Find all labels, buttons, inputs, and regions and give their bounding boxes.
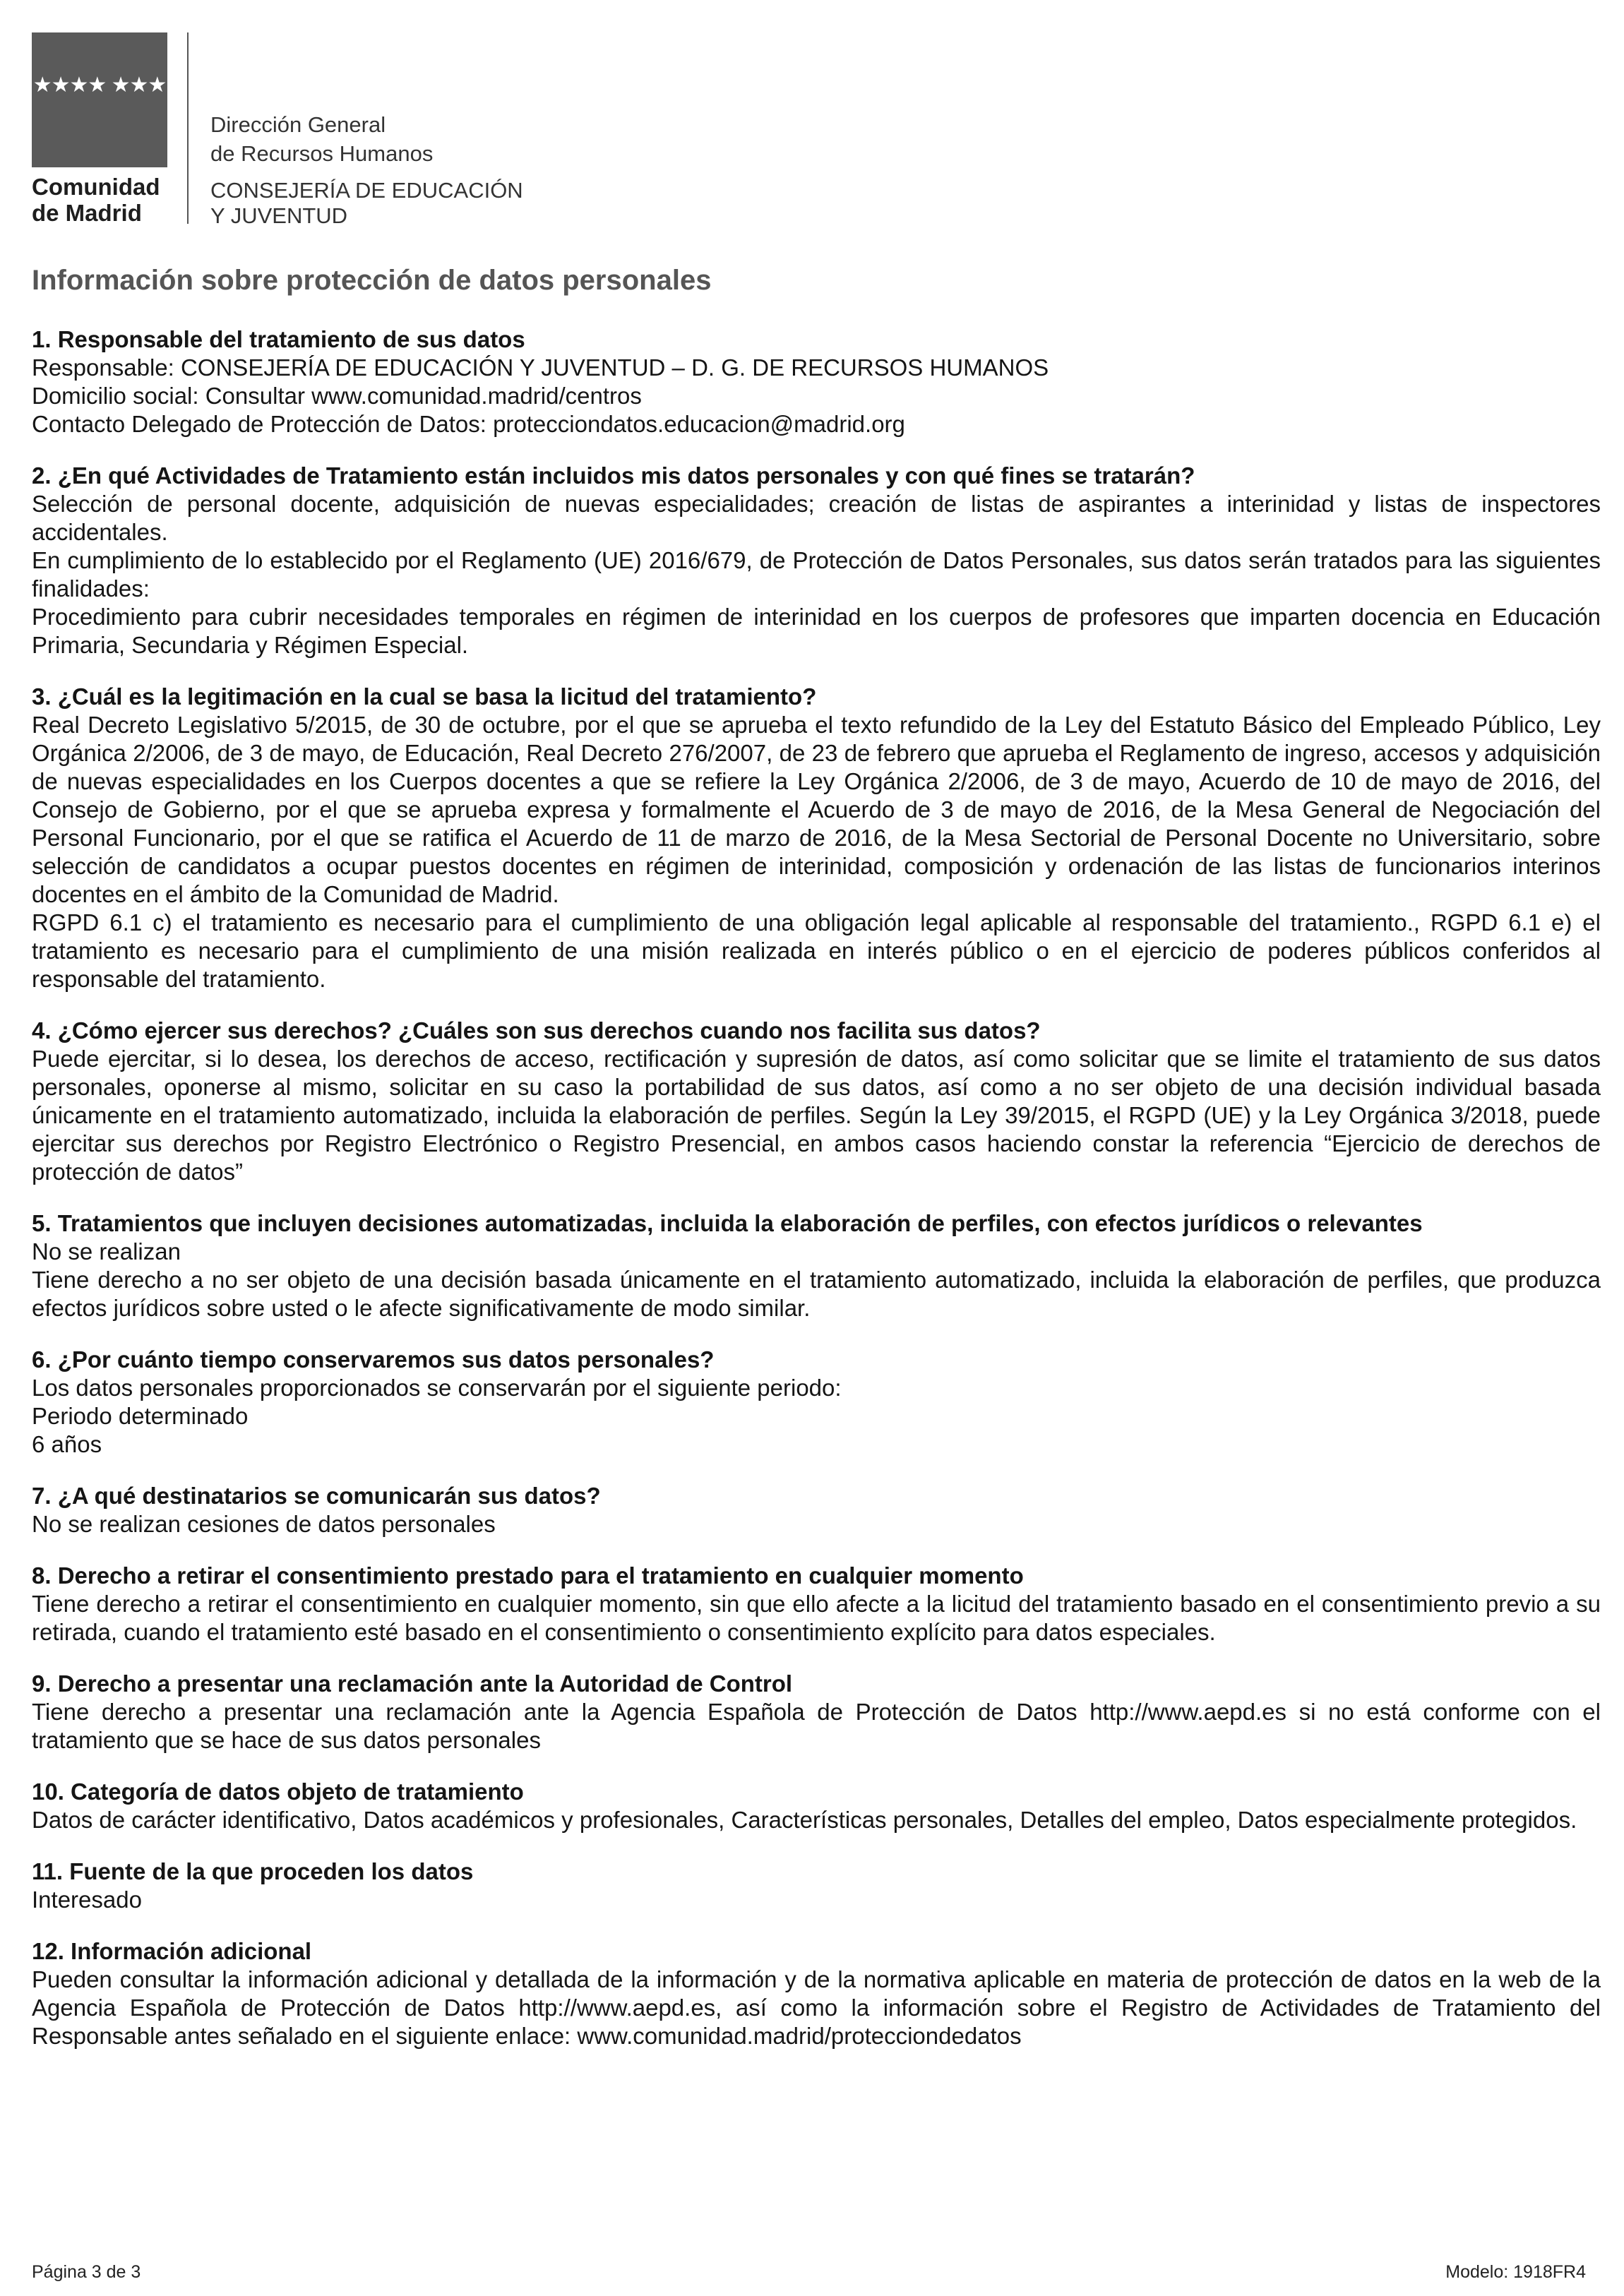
section-paragraph: RGPD 6.1 c) el tratamiento es necesario para el cumplimiento de una obligación legal aplicable al responsable del tratamiento., RGPD 6.1 e) el tratamiento es necesario para el cumplimiento de una misión realizada en interés público o en el ejercicio de poderes públicos conferidos al responsable del tratamiento. (32, 909, 1601, 992)
section-1 (32, 325, 1601, 438)
page-number: Página 3 de 3 (32, 2262, 141, 2282)
logo-name-line1: Comunidad (32, 174, 160, 200)
section-paragraph: En cumplimiento de lo establecido por el Reglamento (UE) 2016/679, de Protección de Datos Personales, sus datos serán tratados para las siguientes finalidades: (32, 547, 1601, 602)
section-paragraph: Real Decreto Legislativo 5/2015, de 30 de octubre, por el que se aprueba el texto refundido de la Ley del Estatuto Básico del Empleado Público, Ley Orgánica 2/2006, de 3 de mayo, de Educación, Real Decreto 276/2007, de 23 de febrero que aprueba el Reglamento de ingreso, accesos y adquisición de nuevas especialidades en los Cuerpos docentes a que se refiere la Ley Orgánica 2/2006, de 3 de mayo, Acuerdo de 10 de mayo de 2016, del Consejo de Gobierno, por el que se aprueba expresa y formalmente el Acuerdo de 3 de mayo de 2016, de la Mesa General de Negociación del Personal Funcionario, por el que se ratifica el Acuerdo de 11 de marzo de 2016, de la Mesa Sectorial de Personal Docente no Universitario, sobre selección de candidatos a ocupar puestos docentes en régimen de interinidad, composición y ordenación de las listas de funcionarios interinos docentes en el ámbito de la Comunidad de Madrid. (32, 712, 1601, 907)
section-paragraph: No se realizan cesiones de datos personales (32, 1511, 496, 1537)
stars-icon: ★★★★ ★★★ (32, 73, 167, 97)
section-5 (32, 1209, 1601, 1322)
section-heading: 12. Información adicional (32, 1938, 312, 1964)
section-paragraph: Contacto Delegado de Protección de Datos: protecciondatos.educacion@madrid.org (32, 411, 905, 437)
section-paragraph: Responsable: CONSEJERÍA DE EDUCACIÓN Y JUVENTUD – D. G. DE RECURSOS HUMANOS (32, 354, 1049, 381)
section-heading: 7. ¿A qué destinatarios se comunicarán sus datos? (32, 1483, 601, 1509)
section-8 (32, 1562, 1601, 1646)
section-9 (32, 1670, 1601, 1754)
section-paragraph: Los datos personales proporcionados se conservarán por el siguiente periodo: (32, 1375, 842, 1401)
section-heading: 9. Derecho a presentar una reclamación ante la Autoridad de Control (32, 1670, 793, 1697)
section-10 (32, 1778, 1601, 1834)
section-paragraph: Tiene derecho a retirar el consentimiento en cualquier momento, sin que ello afecte a la licitud del tratamiento basado en el consentimiento previo a su retirada, cuando el tratamiento esté basado en el consentimiento o consentimiento explícito para datos especiales. (32, 1591, 1601, 1645)
section-paragraph: Tiene derecho a no ser objeto de una decisión basada únicamente en el tratamiento automatizado, incluida la elaboración de perfiles, que produzca efectos jurídicos sobre usted o le afecte significativamente de modo similar. (32, 1267, 1601, 1321)
section-heading: 3. ¿Cuál es la legitimación en la cual se basa la licitud del tratamiento? (32, 683, 817, 710)
section-heading: 11. Fuente de la que proceden los datos (32, 1858, 474, 1884)
section-7 (32, 1482, 1601, 1538)
section-heading: 1. Responsable del tratamiento de sus datos (32, 326, 525, 352)
logo-name-line2: de Madrid (32, 200, 142, 226)
model-number: Modelo: 1918FR4 (1445, 2262, 1586, 2282)
section-2 (32, 462, 1601, 659)
section-12 (32, 1937, 1601, 2050)
section-paragraph: No se realizan (32, 1238, 181, 1264)
section-3 (32, 683, 1601, 993)
section-paragraph: Interesado (32, 1887, 142, 1913)
section-heading: 10. Categoría de datos objeto de tratamiento (32, 1778, 524, 1805)
section-heading: 6. ¿Por cuánto tiempo conservaremos sus datos personales? (32, 1346, 715, 1373)
dept-line1: CONSEJERÍA DE EDUCACIÓN (210, 178, 523, 203)
section-paragraph: Procedimiento para cubrir necesidades temporales en régimen de interinidad en los cuerpos de profesores que imparten docencia en Educación Primaria, Secundaria y Régimen Especial. (32, 604, 1601, 658)
page-title: Información sobre protección de datos personales (32, 265, 712, 296)
section-paragraph: Tiene derecho a presentar una reclamación ante la Agencia Española de Protección de Datos http://www.aepd.es si no está conforme con el tratamiento que se hace de sus datos personales (32, 1699, 1601, 1753)
org-line2: de Recursos Humanos (210, 141, 434, 166)
section-paragraph: Puede ejercitar, si lo desea, los derechos de acceso, rectificación y supresión de datos, así como solicitar que se limite el tratamiento de sus datos personales, oponerse al mismo, solicitar en su caso la portabilidad de sus datos, así como a no ser objeto de una decisión individual basada únicamente en el tratamiento automatizado, incluida la elaboración de perfiles. Según la Ley 39/2015, el RGPD (UE) y la Ley Orgánica 3/2018, puede ejercitar sus derechos por Registro Electrónico o Registro Presencial, en ambos casos haciendo constar la referencia “Ejercicio de derechos de protección de datos” (32, 1046, 1601, 1185)
section-heading: 4. ¿Cómo ejercer sus derechos? ¿Cuáles son sus derechos cuando nos facilita sus datos? (32, 1017, 1041, 1044)
section-11 (32, 1858, 1601, 1914)
section-heading: 2. ¿En qué Actividades de Tratamiento están incluidos mis datos personales y con qué fines se tratarán? (32, 462, 1195, 489)
section-paragraph: Periodo determinado (32, 1403, 249, 1429)
section-6 (32, 1346, 1601, 1459)
logo-name (32, 174, 180, 226)
section-heading: 5. Tratamientos que incluyen decisiones automatizadas, incluida la elaboración de perfiles, con efectos jurídicos o relevantes (32, 1210, 1423, 1236)
section-paragraph: 6 años (32, 1431, 102, 1457)
section-paragraph: Datos de carácter identificativo, Datos académicos y profesionales, Características personales, Detalles del empleo, Datos especialmente protegidos. (32, 1807, 1577, 1833)
section-paragraph: Pueden consultar la información adicional y detallada de la información y de la normativa aplicable en materia de protección de datos en la web de la Agencia Española de Protección de Datos http://www.aepd.es, así como la información sobre el Registro de Actividades de Tratamiento del Responsable antes señalado en el siguiente enlace: www.comunidad.madrid/protecciondedatos (32, 1966, 1601, 2049)
org-line1: Dirección General (210, 112, 386, 137)
header-divider (187, 32, 189, 224)
section-heading: 8. Derecho a retirar el consentimiento prestado para el tratamiento en cualquier momento (32, 1562, 1024, 1589)
dept-line2: Y JUVENTUD (210, 203, 348, 228)
comunidad-madrid-logo (32, 32, 167, 167)
document-body (32, 325, 1601, 2074)
section-paragraph: Selección de personal docente, adquisición de nuevas especialidades; creación de listas de aspirantes a interinidad y listas de inspectores accidentales. (32, 491, 1601, 545)
section-4 (32, 1017, 1601, 1186)
section-paragraph: Domicilio social: Consultar www.comunidad.madrid/centros (32, 383, 642, 409)
